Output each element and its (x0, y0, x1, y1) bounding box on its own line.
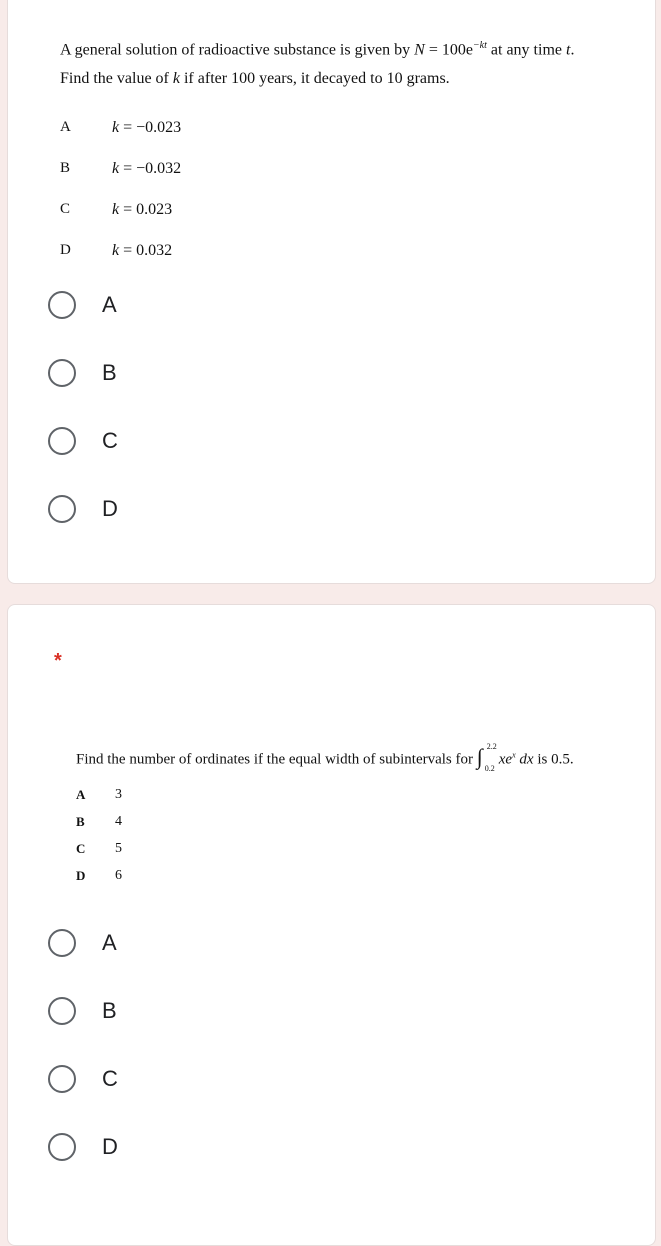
radio-label: C (102, 428, 118, 453)
radio-circle-icon[interactable] (48, 359, 76, 387)
radio-circle-icon[interactable] (48, 1065, 76, 1093)
radio-circle-icon[interactable] (48, 427, 76, 455)
question-2-text: Find the number of ordinates if the equal width of subintervals for ∫ 2.2 0.2 $xe^x$ dx is 0.5. (76, 742, 574, 773)
radio-label: B (102, 360, 117, 385)
radio-circle-icon[interactable] (48, 997, 76, 1025)
question-1-choice-c: C k = 0.023 (60, 201, 173, 218)
q1-radio-option-d[interactable] (48, 495, 608, 531)
radio-label: A (102, 930, 117, 955)
question-1-text-line-1: A general solution of radioactive substance is given by $N = 100e^{-kt}$ at any time t. (60, 40, 575, 59)
q1-radio-option-a[interactable] (48, 291, 608, 327)
question-1-text-line-2: Find the value of k if after 100 years, it decayed to 10 grams. (60, 70, 450, 87)
radio-circle-icon[interactable] (48, 929, 76, 957)
radio-circle-icon[interactable] (48, 291, 76, 319)
q1-radio-option-b[interactable] (48, 359, 608, 395)
q2-radio-option-d[interactable] (48, 1133, 608, 1169)
radio-label: A (102, 292, 117, 317)
question-1-choice-b: B k = −0.032 (60, 160, 182, 177)
radio-circle-icon[interactable] (48, 495, 76, 523)
question-1-choice-a: A k = −0.023 (60, 119, 182, 136)
q2-radio-option-b[interactable] (48, 997, 608, 1033)
radio-label: D (102, 496, 118, 521)
radio-label: D (102, 1134, 118, 1159)
q2-radio-option-a[interactable] (48, 929, 608, 965)
q2-radio-option-c[interactable] (48, 1065, 608, 1101)
question-1-choice-d: D k = 0.032 (60, 242, 173, 259)
required-asterisk: * (54, 650, 62, 672)
radio-label: B (102, 998, 117, 1023)
radio-label: C (102, 1066, 118, 1091)
integral-symbol: ∫ 2.2 0.2 (476, 742, 497, 773)
radio-circle-icon[interactable] (48, 1133, 76, 1161)
q1-radio-option-c[interactable] (48, 427, 608, 463)
